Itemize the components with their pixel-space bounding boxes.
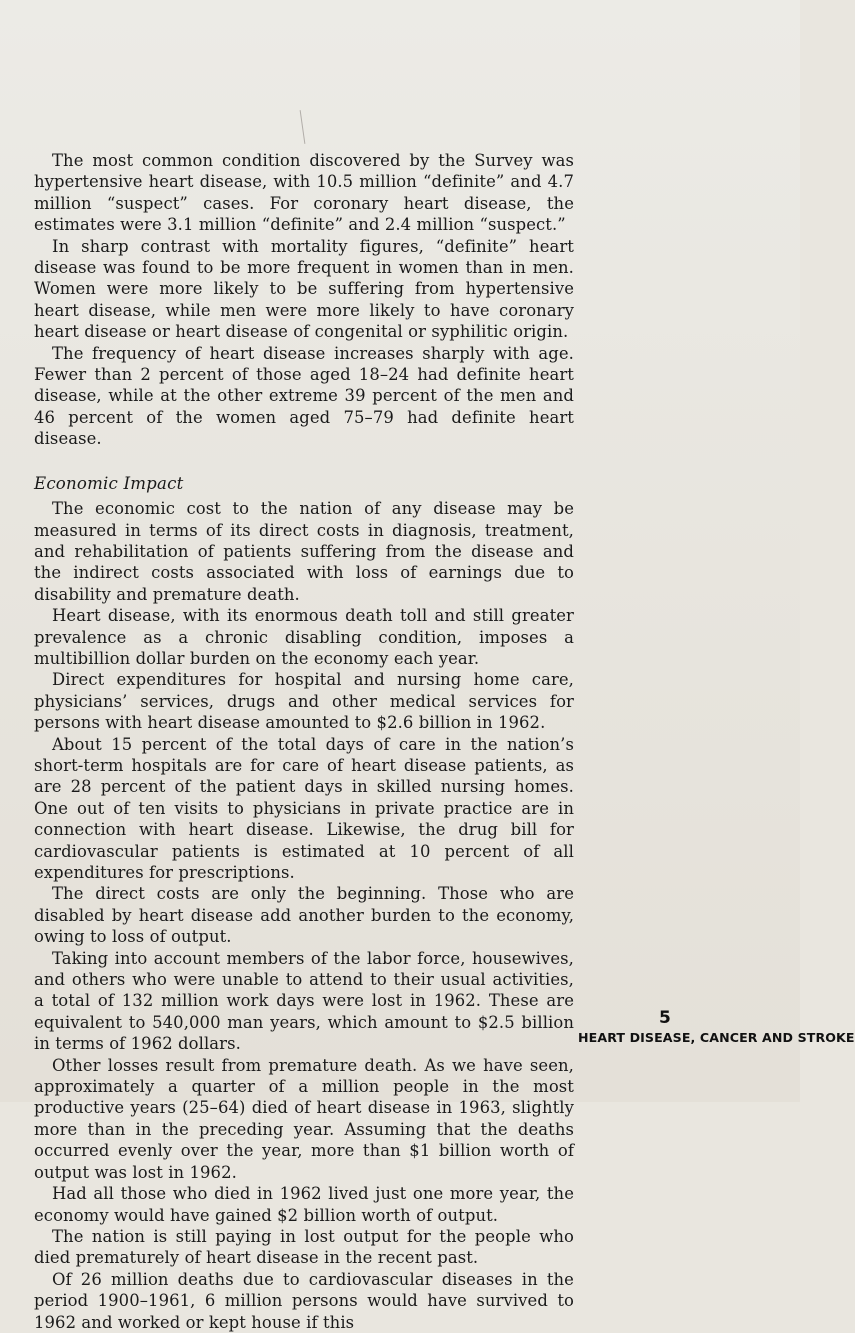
paragraph-one-more-year: Had all those who died in 1962 lived just one more year, the economy would have gained $2 billion worth of output. [34,1184,574,1225]
page-number: 5 [659,1008,671,1028]
running-head: HEART DISEASE, CANCER AND STROKE [578,1030,855,1045]
paragraph-hypertensive-prevalence: The most common condition discovered by the Survey was hypertensive heart disease, with 10.5 million “definite” and 4.7 million “suspect” cases. For coronary heart disease, the estimates were 3.1 million “definite” and 2.4 million “suspect.” [34,151,574,235]
paragraph-still-paying: The nation is still paying in lost output for the people who died prematurely of heart disease in the recent past. [34,1226,574,1268]
paragraph-work-days-lost: Taking into account members of the labor force, housewives, and others who were unable to attend to their usual activities, a total of 132 million work days were lost in 1962. These are equivalent to 540,000 man years, which amount to $2.5 billion in terms of 1962 dollars. [34,948,574,1054]
paragraph-direct-costs-beginning: The direct costs are only the beginning. Those who are disabled by heart disease add another burden to the economy, owing to loss of output. [34,884,574,947]
paper-crease-mark [300,110,306,144]
paragraph-direct-expenditures: Direct expenditures for hospital and nursing home care, physicians’ services, drugs and other medical services for persons with heart disease amounted to $2.6 billion in 1962. [34,670,574,733]
paragraph-26-million-deaths: Of 26 million deaths due to cardiovascular diseases in the period 1900–1961, 6 million persons would have survived to 1962 and worked or kept house if this [34,1269,574,1332]
paragraph-economic-cost: The economic cost to the nation of any disease may be measured in terms of its direct costs in diagnosis, treatment, and rehabilitation of patients suffering from the disease and the indirect costs associated with loss of earnings due to disability and premature death. [34,499,574,604]
paragraph-sex-contrast: In sharp contrast with mortality figures, “definite” heart disease was found to be more frequent in women than in men. Women were more likely to be suffering from hypertensive heart disease, while men were more likely to have coronary heart disease or heart disease of congenital or syphilitic origin. [34,236,574,342]
paragraph-days-of-care: About 15 percent of the total days of care in the nation’s short-term hospitals are for care of heart disease patients, as are 28 percent of the patient days in skilled nursing homes. One out of ten visits to physicians in private practice are in connection with heart disease. Likewise, the drug bill for cardiovascular patients is estimated at 10 percent of all expenditures for prescriptions. [34,734,574,882]
paragraph-multibillion-burden: Heart disease, with its enormous death toll and still greater prevalence as a chronic disabling condition, imposes a multibillion dollar burden on the economy each year. [34,606,574,668]
text-column [34,150,574,1333]
section-heading-economic-impact: Economic Impact [34,473,184,493]
paragraph-premature-death: Other losses result from premature death. As we have seen, approximately a quarter of a million people in the most productive years (25–64) died of heart disease in 1963, slightly more than in the preceding year. Assuming that the deaths occurred evenly over the year, more than $1 billion worth of output was lost in 1962. [34,1055,574,1182]
paragraph-age-frequency: The frequency of heart disease increases sharply with age. Fewer than 2 percent of those aged 18–24 had definite heart disease, while at the other extreme 39 percent of the men and 46 percent of the women aged 75–79 had definite heart disease. [34,343,574,449]
